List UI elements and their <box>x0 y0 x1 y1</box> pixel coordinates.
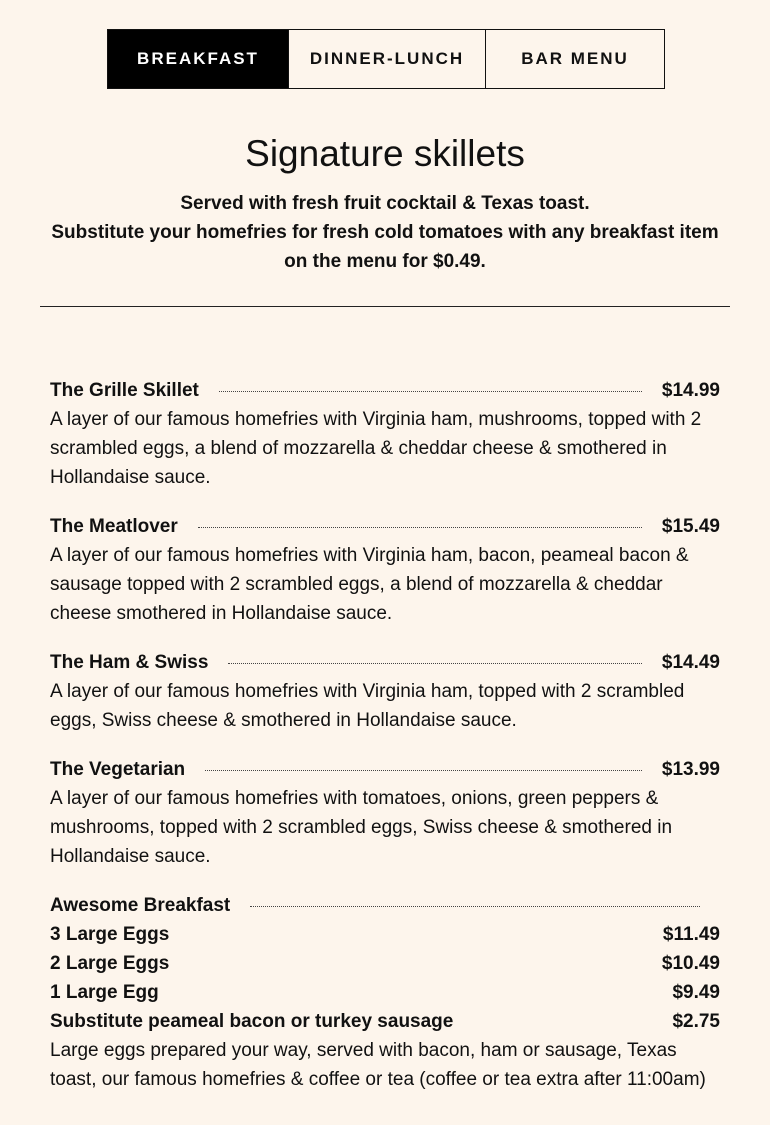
item-header <box>50 648 720 677</box>
option-price: $11.49 <box>662 923 720 945</box>
item-header <box>50 512 720 541</box>
menu-list <box>50 376 720 1094</box>
item-header <box>50 376 720 405</box>
menu-item-awesome-breakfast <box>50 891 720 1094</box>
option-name: 1 Large Egg <box>50 981 159 1003</box>
item-price: $15.49 <box>661 515 720 537</box>
option-row <box>50 1007 720 1036</box>
dot-leader <box>198 527 642 528</box>
menu-item-vegetarian <box>50 755 720 871</box>
item-description: A layer of our famous homefries with Virginia ham, mushrooms, topped with 2 scrambled eggs, a blend of mozzarella & cheddar cheese & smothered in Hollandaise sauce. <box>50 409 702 488</box>
tab-dinner-lunch[interactable]: DINNER-LUNCH <box>288 30 485 88</box>
tab-breakfast[interactable]: BREAKFAST <box>108 30 288 88</box>
option-name: Substitute peameal bacon or turkey sausage <box>50 1010 454 1032</box>
section-subtitle <box>40 189 730 276</box>
item-name: The Meatlover <box>50 515 178 537</box>
option-price: $2.75 <box>672 1010 720 1032</box>
section-title: Signature skillets <box>245 133 525 174</box>
dot-leader <box>228 663 641 664</box>
item-name: The Grille Skillet <box>50 379 199 401</box>
option-name: 3 Large Eggs <box>50 923 170 945</box>
menu-tabs <box>107 29 665 89</box>
item-price: $13.99 <box>661 758 720 780</box>
item-description: Large eggs prepared your way, served with bacon, ham or sausage, Texas toast, our famous homefries & coffee or tea (coffee or tea extra after 11:00am) <box>50 1040 706 1090</box>
item-description: A layer of our famous homefries with Virginia ham, topped with 2 scrambled eggs, Swiss cheese & smothered in Hollandaise sauce. <box>50 681 685 731</box>
dot-leader <box>205 770 642 771</box>
option-row <box>50 920 720 949</box>
item-description: A layer of our famous homefries with tomatoes, onions, green peppers & mushrooms, topped with 2 scrambled eggs, Swiss cheese & smothered in Hollandaise sauce. <box>50 788 673 867</box>
item-name: The Vegetarian <box>50 758 186 780</box>
item-price: $14.49 <box>661 651 720 673</box>
item-name: The Ham & Swiss <box>50 651 209 673</box>
option-row <box>50 978 720 1007</box>
dot-leader <box>219 391 642 392</box>
menu-item-grille-skillet <box>50 376 720 492</box>
menu-item-ham-swiss <box>50 648 720 735</box>
item-name: Awesome Breakfast <box>50 894 231 916</box>
item-description: A layer of our famous homefries with Virginia ham, bacon, peameal bacon & sausage topped with 2 scrambled eggs, a blend of mozzarella & cheddar cheese smothered in Hollandaise sauce. <box>50 545 689 624</box>
item-header <box>50 755 720 784</box>
tab-bar-menu[interactable]: BAR MENU <box>485 30 664 88</box>
dot-leader <box>250 906 700 907</box>
option-name: 2 Large Eggs <box>50 952 170 974</box>
option-price: $9.49 <box>672 981 720 1003</box>
subtitle-line-1: Served with fresh fruit cocktail & Texas toast. <box>180 193 590 214</box>
item-price: $14.99 <box>661 379 720 401</box>
subtitle-line-2: Substitute your homefries for fresh cold tomatoes with any breakfast item on the menu for $0.49. <box>51 222 719 272</box>
item-header <box>50 891 720 920</box>
option-price: $10.49 <box>661 952 720 974</box>
menu-item-meatlover <box>50 512 720 628</box>
divider <box>40 306 730 307</box>
option-row <box>50 949 720 978</box>
